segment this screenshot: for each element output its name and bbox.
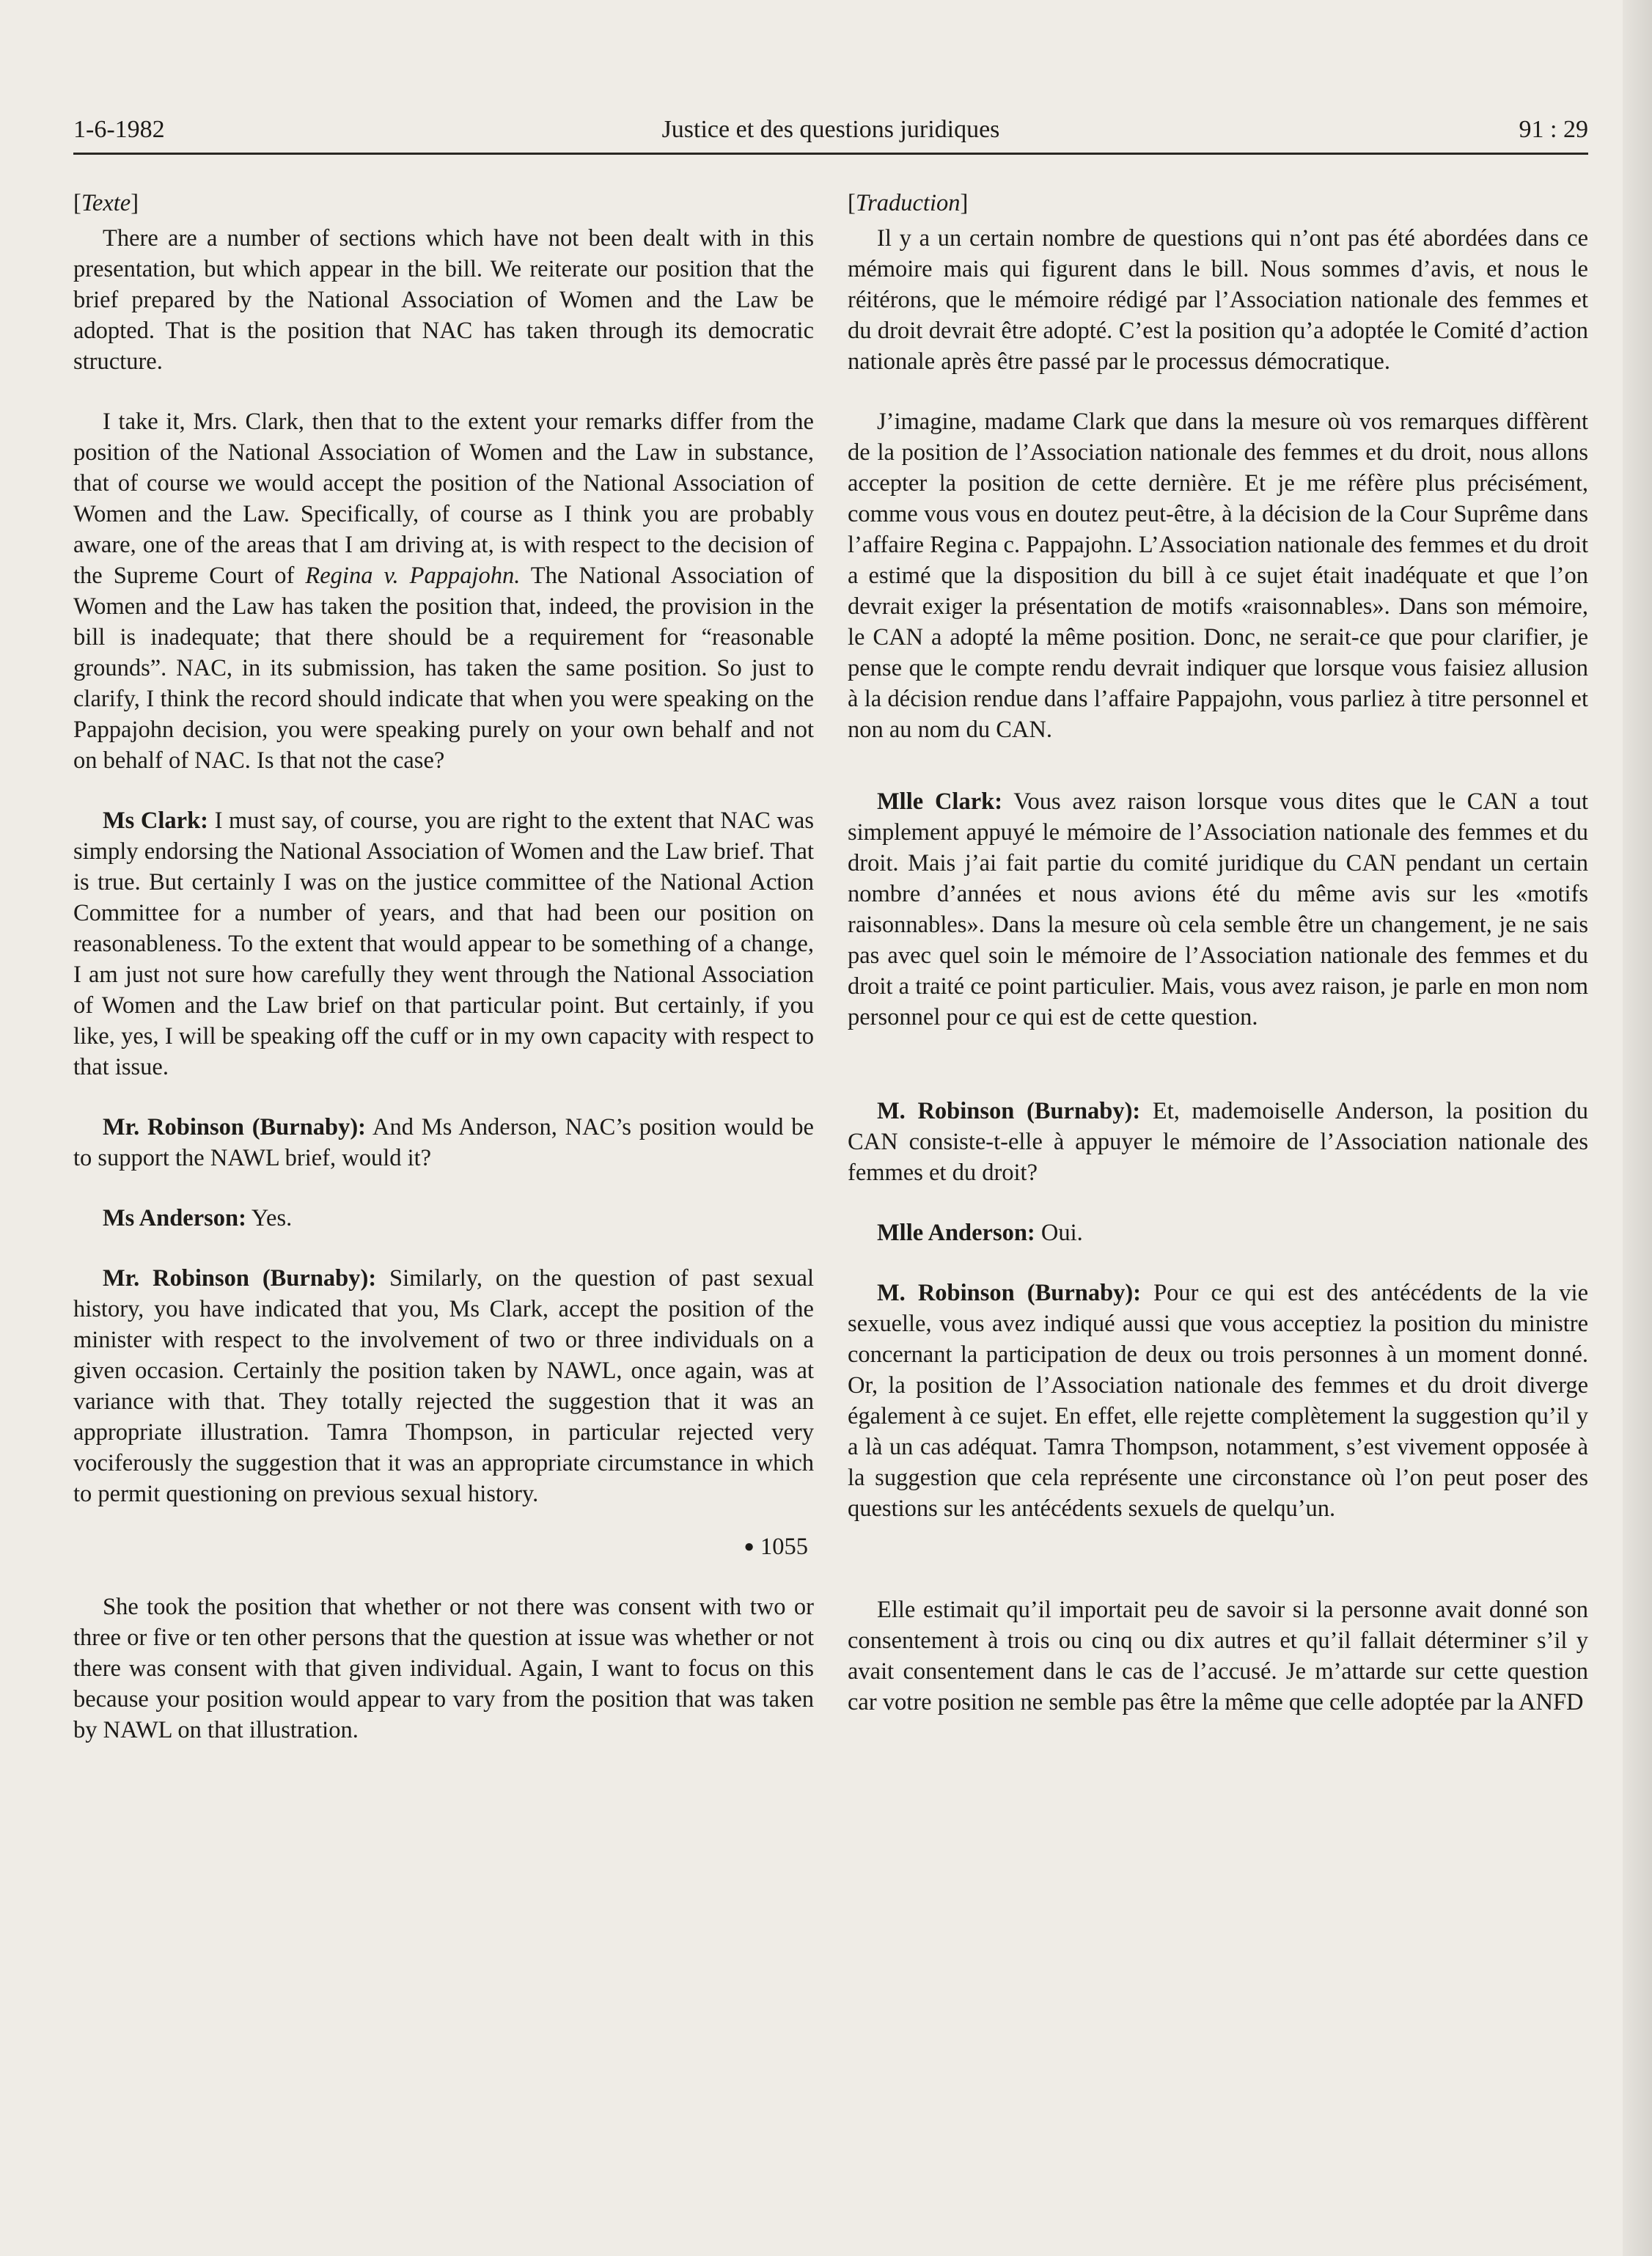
paragraph-consent-position-fr: Elle estimait qu’il importait peu de savoir si la personne avait donné son consentement à trois ou cinq ou dix autres et qu’il fallait déterminer s’il y avait consentement dans le cas de l’accusé. Je m’attarde sur cette question car votre position ne semble pas être la même que celle adoptée par la ANFD [848,1597,1588,1715]
running-header [73,116,1588,155]
speaker-name: Mr. Robinson (Burnaby): [103,1265,377,1292]
header-page-number: 91 : 29 [1519,116,1588,143]
time-marker: ● 1055 [744,1534,808,1560]
speaker-name: Mlle Anderson: [877,1220,1035,1246]
speaker-name: Ms Clark: [103,807,209,834]
paragraph-anderson-reply-fr: Mlle Anderson: Oui. [877,1220,1083,1246]
speaker-name: Mr. Robinson (Burnaby): [103,1114,367,1140]
paragraph-robinson-question-fr: M. Robinson (Burnaby): Et, mademoiselle Anderson, la position du CAN consiste-t-elle à appuyer le mémoire de l’Association nationale des femmes et du droit? [848,1098,1588,1186]
english-column [73,188,814,1775]
paragraph-robinson-question: Mr. Robinson (Burnaby): And Ms Anderson, NAC’s position would be to support the NAWL brief, would it? [73,1114,814,1171]
paragraph-question-clark-fr: J’imagine, madame Clark que dans la mesure où vos remarques diffèrent de la position de l’Association nationale des femmes et du droit, nous allons accepter la position de cette dernière. Et je me réfère plus précisément, comme vous vous en doutez peut-être, à la décision de la Cour Suprême dans l’affaire Regina c. Pappajohn. L’Association nationale des femmes et du droit a estimé que la disposition du bill à ce sujet était inadéquate et que l’on devrait exiger la présentation de motifs «raisonnables». Dans son mémoire, le CAN a adopté la même position. Donc, ne serait-ce que pour clarifier, je pense que le compte rendu devrait indiquer que lorsque vous faisiez allusion à la décision rendue dans l’affaire Pappajohn, vous parliez à titre personnel et non au nom du CAN. [848,409,1588,743]
paragraph-anderson-reply: Ms Anderson: Yes. [103,1205,293,1231]
speaker-name: M. Robinson (Burnaby): [877,1098,1141,1124]
column-label-texte: [Texte] [73,190,139,216]
french-column [848,188,1588,1747]
paragraph-robinson-sexual-history-fr: M. Robinson (Burnaby): Pour ce qui est des antécédents de la vie sexuelle, vous avez indiqué aussi que vous acceptiez la position du ministre concernant la participation de deux ou trois personnes à un moment donné. Or, la position de l’Association nationale des femmes et du droit diverge également à ce sujet. En effet, elle rejette complètement la suggestion qu’il y a là un cas adéquat. Tamra Thompson, notamment, s’est vivement opposée à la suggestion que cela représente une circonstance où l’on peut poser des questions sur les antécédents sexuels de quelqu’un. [848,1280,1588,1522]
paragraph-robinson-sexual-history: Mr. Robinson (Burnaby): Similarly, on the question of past sexual history, you have indicated that you, Ms Clark, accept the position of the minister with respect to the involvement of two or three individuals on a given occasion. Certainly the position taken by NAWL, once again, was at variance with that. They totally rejected the suggestion that it was an appropriate illustration. Tamra Thompson, in particular rejected very vociferously the suggestion that it was an appropriate circumstance in which to permit questioning on previous sexual history. [73,1265,814,1507]
header-title: Justice et des questions juridiques [661,116,1000,143]
paragraph-consent-position: She took the position that whether or not there was consent with two or three or five or ten other persons that the question at issue was whether or not there was consent with that given individual. Again, I want to focus on this because your position would appear to vary from the position that was taken by NAWL on that illustration. [73,1594,814,1743]
paragraph-clark-reply-fr: Mlle Clark: Vous avez raison lorsque vous dites que le CAN a tout simplement appuyé le mémoire de l’Association nationale des femmes et du droit. Mais j’ai fait partie du comité juridique du CAN pendant un certain nombre d’années et nous avions été du même avis sur les «motifs raisonnables». Dans la mesure où cela semble être un changement, je ne sais pas avec quel soin le mémoire de l’Association nationale des femmes et du droit a traité ce point particulier. Mais, vous avez raison, je parle en mon nom personnel pour ce qui est de cette question. [848,788,1588,1030]
page-edge [1623,0,1652,2256]
paragraph-intro: There are a number of sections which have not been dealt with in this presentation, but which appear in the bill. We reiterate our position that the brief prepared by the National Association of Women and the Law be adopted. That is the position that NAC has taken through its democratic structure. [73,225,814,375]
case-name: Regina v. Pappajohn. [305,563,521,589]
speaker-name: M. Robinson (Burnaby): [877,1280,1142,1306]
speaker-name: Ms Anderson: [103,1205,246,1231]
speaker-name: Mlle Clark: [877,788,1003,815]
column-label-traduction: [Traduction] [848,190,969,216]
paragraph-intro-fr: Il y a un certain nombre de questions qui n’ont pas été abordées dans ce mémoire mais qui figurent dans le bill. Nous sommes d’avis, et nous le réitérons, que le mémoire rédigé par l’Association nationale des femmes et du droit devrait être adopté. C’est la position qu’a adoptée le Comité d’action nationale après être passé par le processus démocratique. [848,225,1588,375]
paragraph-clark-reply: Ms Clark: I must say, of course, you are right to the extent that NAC was simply endorsing the National Association of Women and the Law brief. That is true. But certainly I was on the justice committee of the National Action Committee for a number of years, and that had been our position on reasonableness. To the extent that would appear to be something of a change, I am just not sure how carefully they went through the National Association of Women and the Law brief on that particular point. But certainly, if you like, yes, I will be speaking off the cuff or in my own capacity with respect to that issue. [73,807,814,1080]
header-date: 1-6-1982 [73,116,165,143]
paragraph-question-clark: I take it, Mrs. Clark, then that to the extent your remarks differ from the position of the National Association of Women and the Law in substance, that of course we would accept the position of the National Association of Women and the Law. Specifically, of course as I think you are probably aware, one of the areas that I am driving at, is with respect to the decision of the Supreme Court of Regina v. Pappajohn. The National Association of Women and the Law has taken the position that, indeed, the provision in the bill is inadequate; that there should be a requirement for “reasonable grounds”. NAC, in its submission, has taken the same position. So just to clarify, I think the record should indicate that when you were speaking on the Pappajohn decision, you were speaking purely on your own behalf and not on behalf of NAC. Is that not the case? [73,409,815,774]
bullet-icon: ● [744,1537,755,1556]
